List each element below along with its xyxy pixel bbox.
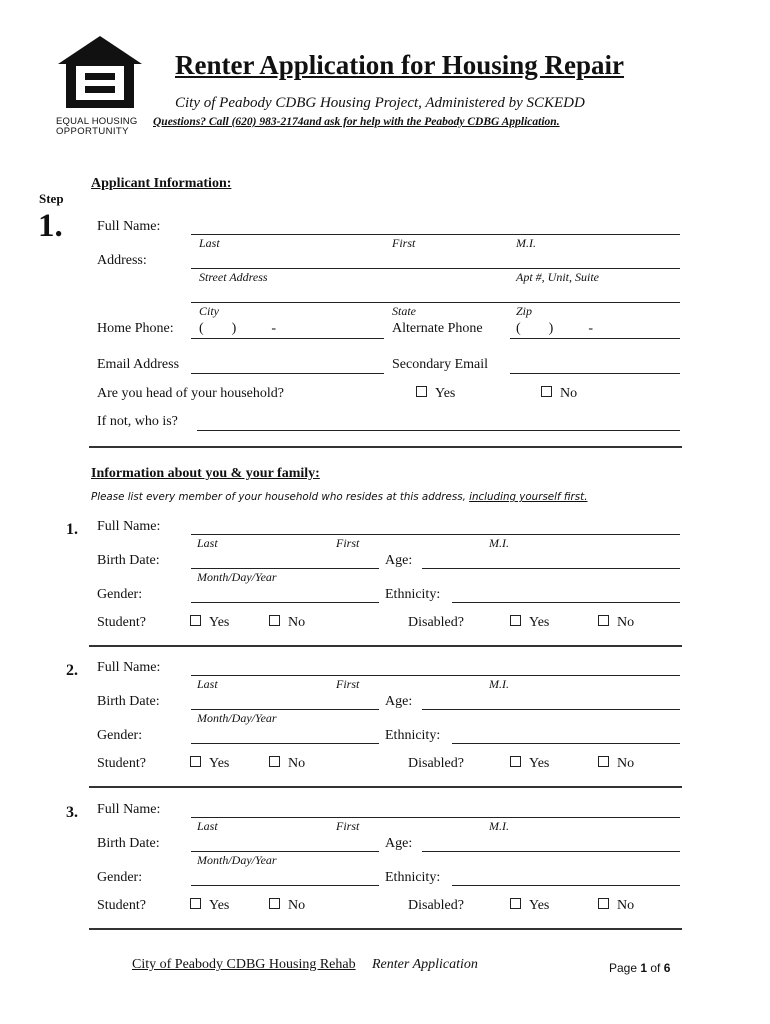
member-3-birth-field[interactable] bbox=[191, 851, 379, 852]
member-3-disabled-yes-checkbox[interactable] bbox=[510, 898, 521, 909]
head-yes-option[interactable] bbox=[416, 386, 455, 402]
member-1-number: 1. bbox=[66, 521, 78, 538]
member-1-full-name-field[interactable] bbox=[191, 534, 680, 535]
email-label: Email Address bbox=[97, 357, 180, 372]
member-3-ethnicity-label: Ethnicity: bbox=[385, 870, 441, 885]
applicant-full-name-label: Full Name: bbox=[97, 219, 161, 234]
member-1-disabled-label: Disabled? bbox=[408, 615, 464, 630]
member-2-birth-field[interactable] bbox=[191, 709, 379, 710]
home-phone-field[interactable] bbox=[191, 338, 384, 339]
applicant-first-caption: First bbox=[392, 236, 416, 250]
member-1-full-name-label: Full Name: bbox=[97, 519, 161, 534]
house-equal-icon bbox=[56, 34, 144, 110]
head-no-checkbox[interactable] bbox=[541, 386, 552, 397]
member-1-student-label: Student? bbox=[97, 615, 146, 630]
member-1-first-caption: First bbox=[336, 536, 360, 550]
page-of: of bbox=[647, 961, 664, 975]
member-2-birth-label: Birth Date: bbox=[97, 694, 160, 709]
member-3-mi-caption: M.I. bbox=[489, 819, 509, 833]
member-2-divider bbox=[89, 786, 682, 788]
footer-program: City of Peabody CDBG Housing Rehab bbox=[132, 957, 356, 972]
member-3-number: 3. bbox=[66, 804, 78, 821]
member-2-student-yes-checkbox[interactable] bbox=[190, 756, 201, 767]
member-1-student-no-label: No bbox=[288, 615, 306, 630]
member-2-student-yes-label: Yes bbox=[209, 756, 230, 771]
instructions-emphasis: including yourself first. bbox=[469, 491, 588, 503]
head-of-household-name-field[interactable] bbox=[197, 430, 680, 431]
member-1-mi-caption: M.I. bbox=[489, 536, 509, 550]
member-1-mdy-caption: Month/Day/Year bbox=[197, 570, 277, 584]
member-2-full-name-label: Full Name: bbox=[97, 660, 161, 675]
member-3-gender-label: Gender: bbox=[97, 870, 143, 885]
home-phone-mask: ( ) - bbox=[199, 321, 276, 336]
apt-caption: Apt #, Unit, Suite bbox=[516, 270, 599, 284]
member-2-student-no-label: No bbox=[288, 756, 306, 771]
member-1-student-no-option[interactable] bbox=[269, 615, 305, 631]
member-2-gender-field[interactable] bbox=[191, 743, 379, 744]
member-1-gender-label: Gender: bbox=[97, 587, 143, 602]
member-2-first-caption: First bbox=[336, 677, 360, 691]
member-3-student-yes-checkbox[interactable] bbox=[190, 898, 201, 909]
member-2-age-label: Age: bbox=[385, 694, 413, 709]
secondary-email-label: Secondary Email bbox=[392, 357, 489, 372]
applicant-heading: Applicant Information: bbox=[91, 176, 232, 191]
member-1-disabled-no-checkbox[interactable] bbox=[598, 615, 609, 626]
step-number: 1. bbox=[38, 208, 63, 244]
member-3-age-field[interactable] bbox=[422, 851, 680, 852]
member-2-number: 2. bbox=[66, 662, 78, 679]
page-title: Renter Application for Housing Repair bbox=[175, 50, 625, 80]
city-caption: City bbox=[199, 304, 219, 318]
member-1-age-label: Age: bbox=[385, 553, 413, 568]
applicant-full-name-field[interactable] bbox=[191, 234, 680, 235]
head-yes-checkbox[interactable] bbox=[416, 386, 427, 397]
member-2-disabled-no-checkbox[interactable] bbox=[598, 756, 609, 767]
member-3-first-caption: First bbox=[336, 819, 360, 833]
email-field[interactable] bbox=[191, 373, 384, 374]
member-3-student-yes-label: Yes bbox=[209, 898, 230, 913]
head-no-label: No bbox=[560, 386, 578, 401]
member-3-gender-field[interactable] bbox=[191, 885, 379, 886]
member-2-student-label: Student? bbox=[97, 756, 146, 771]
page-prefix: Page bbox=[609, 961, 641, 975]
member-2-last-caption: Last bbox=[197, 677, 218, 691]
member-2-gender-label: Gender: bbox=[97, 728, 143, 743]
member-1-divider bbox=[89, 645, 682, 647]
equal-housing-logo bbox=[56, 34, 144, 137]
member-3-birth-label: Birth Date: bbox=[97, 836, 160, 851]
head-no-option[interactable] bbox=[541, 386, 577, 402]
section-divider bbox=[89, 446, 682, 448]
member-3-age-label: Age: bbox=[385, 836, 413, 851]
home-phone-label: Home Phone: bbox=[97, 321, 174, 336]
member-2-disabled-no-label: No bbox=[617, 756, 635, 771]
member-2-full-name-field[interactable] bbox=[191, 675, 680, 676]
address-label: Address: bbox=[97, 253, 147, 268]
member-3-disabled-yes-option[interactable] bbox=[510, 898, 549, 914]
member-2-ethnicity-label: Ethnicity: bbox=[385, 728, 441, 743]
member-1-ethnicity-label: Ethnicity: bbox=[385, 587, 441, 602]
member-3-student-label: Student? bbox=[97, 898, 146, 913]
family-instructions bbox=[91, 491, 587, 503]
member-1-disabled-no-option[interactable] bbox=[598, 615, 634, 631]
member-3-ethnicity-field[interactable] bbox=[452, 885, 680, 886]
step-label: Step bbox=[39, 191, 64, 206]
instructions-text: Please list every member of your household who resides at this address, bbox=[91, 491, 470, 503]
member-3-divider bbox=[89, 928, 682, 930]
applicant-mi-caption: M.I. bbox=[516, 236, 536, 250]
member-3-last-caption: Last bbox=[197, 819, 218, 833]
member-1-birth-label: Birth Date: bbox=[97, 553, 160, 568]
questions-note: Questions? Call (620) 983-2174and ask for help with the Peabody CDBG Application. bbox=[153, 116, 560, 128]
head-yes-label: Yes bbox=[435, 386, 456, 401]
member-3-disabled-no-checkbox[interactable] bbox=[598, 898, 609, 909]
member-2-mdy-caption: Month/Day/Year bbox=[197, 711, 277, 725]
city-state-zip-field[interactable] bbox=[191, 302, 680, 303]
member-3-student-no-option[interactable] bbox=[269, 898, 305, 914]
member-2-disabled-label: Disabled? bbox=[408, 756, 464, 771]
member-1-age-field[interactable] bbox=[422, 568, 680, 569]
zip-caption: Zip bbox=[516, 304, 533, 318]
page-number bbox=[609, 961, 670, 975]
member-3-student-yes-option[interactable] bbox=[190, 898, 229, 914]
member-3-disabled-label: Disabled? bbox=[408, 898, 464, 913]
page-total: 6 bbox=[663, 961, 671, 975]
member-2-student-no-option[interactable] bbox=[269, 756, 305, 772]
member-2-disabled-yes-label: Yes bbox=[529, 756, 550, 771]
member-1-disabled-yes-checkbox[interactable] bbox=[510, 615, 521, 626]
member-2-student-no-checkbox[interactable] bbox=[269, 756, 280, 767]
street-address-field[interactable] bbox=[191, 268, 680, 269]
state-caption: State bbox=[392, 304, 416, 318]
member-3-mdy-caption: Month/Day/Year bbox=[197, 853, 277, 867]
street-address-caption: Street Address bbox=[199, 270, 268, 284]
page-subtitle: City of Peabody CDBG Housing Project, Administered by SCKEDD bbox=[175, 95, 585, 111]
member-1-disabled-yes-option[interactable] bbox=[510, 615, 549, 631]
if-not-label: If not, who is? bbox=[97, 414, 178, 429]
member-2-age-field[interactable] bbox=[422, 709, 680, 710]
member-1-disabled-yes-label: Yes bbox=[529, 615, 550, 630]
head-of-household-question: Are you head of your household? bbox=[97, 386, 285, 401]
member-1-disabled-no-label: No bbox=[617, 615, 635, 630]
member-2-student-yes-option[interactable] bbox=[190, 756, 229, 772]
family-heading: Information about you & your family: bbox=[91, 466, 320, 481]
member-2-disabled-yes-option[interactable] bbox=[510, 756, 549, 772]
member-3-disabled-no-option[interactable] bbox=[598, 898, 634, 914]
member-1-gender-field[interactable] bbox=[191, 602, 379, 603]
member-1-student-no-checkbox[interactable] bbox=[269, 615, 280, 626]
alternate-phone-mask: ( ) - bbox=[516, 321, 593, 336]
member-2-disabled-no-option[interactable] bbox=[598, 756, 634, 772]
member-1-ethnicity-field[interactable] bbox=[452, 602, 680, 603]
member-3-student-no-label: No bbox=[288, 898, 306, 913]
page-current: 1 bbox=[640, 961, 648, 975]
logo-text-1: EQUAL HOUSING bbox=[56, 116, 138, 127]
applicant-last-caption: Last bbox=[199, 236, 220, 250]
member-3-full-name-field[interactable] bbox=[191, 817, 680, 818]
member-2-ethnicity-field[interactable] bbox=[452, 743, 680, 744]
member-3-disabled-no-label: No bbox=[617, 898, 635, 913]
member-3-student-no-checkbox[interactable] bbox=[269, 898, 280, 909]
member-3-full-name-label: Full Name: bbox=[97, 802, 161, 817]
member-1-student-yes-label: Yes bbox=[209, 615, 230, 630]
secondary-email-field[interactable] bbox=[510, 373, 680, 374]
member-2-mi-caption: M.I. bbox=[489, 677, 509, 691]
alternate-phone-field[interactable] bbox=[510, 338, 680, 339]
member-1-student-yes-option[interactable] bbox=[190, 615, 229, 631]
member-2-disabled-yes-checkbox[interactable] bbox=[510, 756, 521, 767]
alternate-phone-label: Alternate Phone bbox=[392, 321, 483, 336]
member-3-disabled-yes-label: Yes bbox=[529, 898, 550, 913]
footer-form-name: Renter Application bbox=[372, 957, 478, 972]
member-1-student-yes-checkbox[interactable] bbox=[190, 615, 201, 626]
logo-text-2: OPPORTUNITY bbox=[56, 126, 129, 137]
member-1-birth-field[interactable] bbox=[191, 568, 379, 569]
member-1-last-caption: Last bbox=[197, 536, 218, 550]
